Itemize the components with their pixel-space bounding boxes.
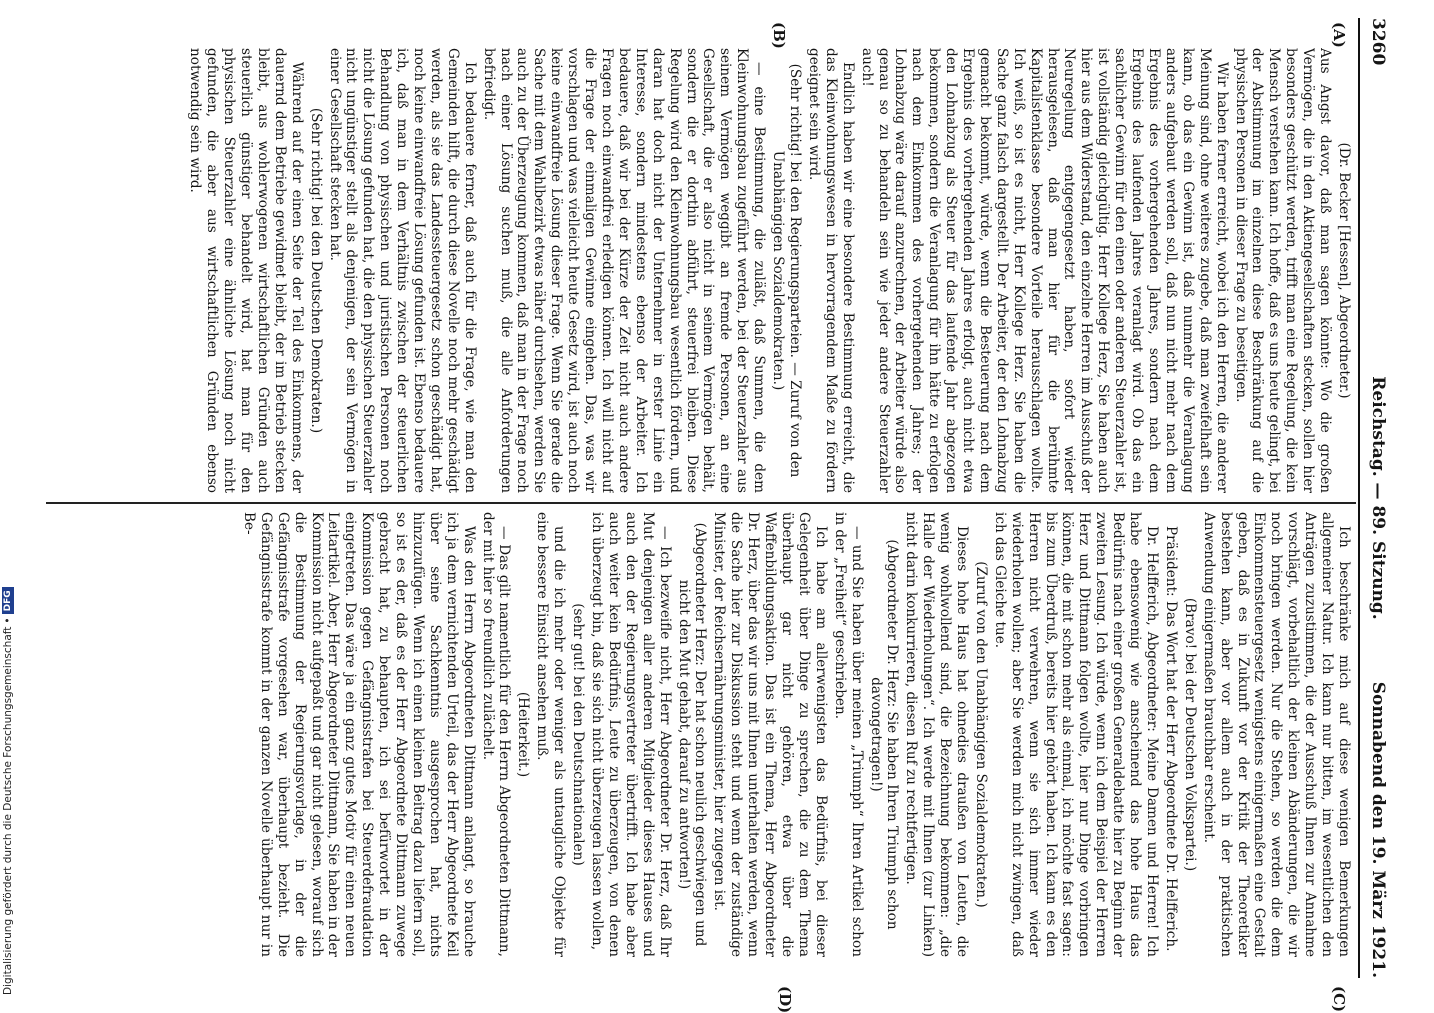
interjection-paragraph: (Abgeordneter Dr. Herz: Sie haben Ihren Triumph schon davongetragen!) <box>867 539 901 930</box>
dfg-logo-icon: DFG <box>2 587 14 614</box>
margin-letter-b: (B) <box>770 22 788 49</box>
text-paragraph: — Das gilt namentlich für den Herrn Abgeordneten Dittmann, der mit hier so freundlich zulächelt. <box>479 512 513 957</box>
margin-letter-a: (A) <box>1330 22 1348 48</box>
interjection-paragraph: (Dr. Becker [Hessen], Abgeordneter.) <box>1336 142 1352 399</box>
text-paragraph: und die ich mehr oder weniger als untaugliche Objekte für eine bessere Einsicht ansehen muß. <box>534 512 568 957</box>
text-paragraph: Aus Angst davor, daß man sagen könnte: Wo die großen Vermögen, die in den Aktiengesellschaften stecken, sollen hier besonders geschützt werden, trifft man eine Regelung, die kein Mensch verstehen kann. Ich hoffe, daß es uns heute gelingt, bei der Abstimmung im einzelnen diese Beschränkung auf die physischen Personen in dieser Frage zu beseitigen. <box>1232 48 1334 493</box>
page-number: 3260 <box>1368 18 1388 66</box>
text-paragraph: Ich bedauere ferner, daß auch für die Frage, wie man den Gemeinden hilft, die durch diese Novelle noch mehr geschädigt werden, als sie das Landessteuergesetz schon geschädigt hat, noch keine einwandfreie Lösung gefunden ist. Ebenso bedauere ich, daß man in dem Verhältnis zwischen der steuerlichen Behandlung von physischen und juristischen Personen noch nicht die Lösung gefunden hat, die den physischen Steuerzahler nicht ungünstiger stellt als denjenigen, der sein Vermögen in einer Gesellschaft stecken hat. <box>326 48 478 493</box>
page-title: Reichstag. — 89. Sitzung. <box>1368 376 1388 620</box>
margin-letter-c: (C) <box>1330 986 1348 1013</box>
text-paragraph: Dr. Helfferich, Abgeordneter: Meine Damen und Herren! Ich habe ebensowenig wie anscheinend das hohe Haus das Bedürfnis nach einer großen Generaldebatte hier zu Beginn der zweiten Lesung. Ich würde, wenn ich dem Beispiel der Herren Herz und Dittmann folgen wollte, hier nur Dinge vorbringen können, die mit schon mehr als einmal, ich möchte fast sagen: bis zum Überdruß, bereits hier gehört haben. Ich kann es den Herren nicht verwehren, wenn sie sich immer wieder wiederholen wollen; aber Sie werden mich nicht zwingen, daß ich das Gleiche tue. <box>991 512 1161 957</box>
interjection-paragraph: (Zuruf von den Unabhängigen Sozialdemokraten.) <box>972 561 989 908</box>
text-paragraph: Ich beschränke mich auf diese wenigen Bemerkungen allgemeiner Natur. Ich kann nur bitten, im wesentlichen den Anträgen zuzustimmen, die der Ausschuß Ihnen zur Annahme vorschlägt, vorbehaltlich der kleinen Abänderungen, die wir noch bringen werden. Nur die Stehen, so werden die dem Einkommensteuergesetz wenigstens einigermaßen eine Gestalt geben, daß es in Zukunft vor der Kritik der Theoretiker bestehen kann, aber vor allem auch in der praktischen Anwendung einigermaßen brauchbar erscheint. <box>1200 512 1352 957</box>
interjection-paragraph: (Sehr richtig! bei den Regierungsparteien. — Zuruf von den Unabhängigen Sozialdemokraten.) <box>770 63 803 478</box>
text-paragraph: Wir haben ferner erreicht, wobei ich den Herren, die anderer Meinung sind, ohne weiteres zugebe, daß man zweifelhaft sein kann, ob das ein Gewinn ist, daß nunmehr die Veranlagung anders aufgebaut werden soll, daß nun nicht mehr nach dem Ergebnis des vorhergehenden Jahres, sondern nach dem Ergebnis des laufenden Jahres veranlagt wird. Ob das ein sachlicher Gewinn für den einen oder anderen Steuerzahler ist, ist vollständig gleichgültig. Herr Kollege Herz, Sie haben auch hier aus dem Widerstand, den einzelne Herren im Ausschuß der Neuregelung entgegengesetzt haben, sofort wieder herausgelesen, daß man hier für die berühmte Kapitalistenklasse besondere Vorteile herausschlagen wollte. Ich weiß, so ist es nicht, Herr Kollege Herz. Sie haben die Sache ganz falsch dargestellt. Der Arbeiter, der den Lohnabzug gemacht bekommt, würde, wenn die Besteuerung nach dem Ergebnis des vorhergehenden Jahres erfolgt, auch nicht etwa den Lohnabzug als Steuer für das laufende Jahr abgezogen bekommen, sondern die Veranlagung für ihn hätte zu erfolgen nach dem Einkommen des vorhergehenden Jahres; der Lohnabzug wäre darauf anzurechnen, der Arbeiter würde also genau so zu behandeln sein wie jeder andere Steuerzahler auch! <box>858 48 1230 493</box>
text-paragraph: — und Sie haben über meinen „Triumph“ Ihren Artikel schon in der „Freiheit“ geschrieben. <box>831 512 865 957</box>
interjection-paragraph: (Abgeordneter Herz: Der hat schon neulich geschwiegen und nicht den Mut gehabt, darauf zu antworten!) <box>675 522 709 947</box>
margin-letter-d: (D) <box>776 986 794 1013</box>
interjection-paragraph: (Bravo! bei der Deutschen Volkspartei.) <box>1181 597 1198 872</box>
interjection-paragraph: (sehr gut! bei den Deutschnationalen) <box>570 603 587 866</box>
rotated-document-page <box>20 0 1400 1013</box>
text-paragraph: Ich habe am allerwenigsten das Bedürfnis, bei dieser Gelegenheit über Dinge zu sprechen, die zu dem Thema überhaupt gar nicht gehören, etwa über die Waffenbildungsaktion. Das ist ein Thema, Herr Abgeordneter Dr. Herz, über das wir uns mit Ihnen unterhalten werden, wenn die Sache hier zur Diskussion steht und wenn der zuständige Minister, der Reichsernährungsminister, hier zugegen ist. <box>711 512 829 957</box>
digitization-credit: Digitalisierung gefördert durch die Deutsche Forschungsgemeinschaft • DFG <box>2 587 14 995</box>
credit-text: Digitalisierung gefördert durch die Deutsche Forschungsgemeinschaft <box>2 626 14 995</box>
text-paragraph: Dieses hohe Haus hat ohnedies draußen von Leuten, die wenig wohlwollend sind, die Bezeichnung bekommen: „die Halle der Wiederholungen“. Ich werde mit Ihnen (zur Linken) nicht darin konkurrieren, diesen Ruf zu rechtfertigen. <box>903 512 971 957</box>
text-paragraph: — eine Bestimmung, die zuläßt, daß Summen, die dem Kleinwohnungsbau zugeführt werden, bei der Steuerzahler aus seinem Vermögen weggibt an fremde Personen, an eine Gesellschaft, die er also nicht in seinem Vermögen behält, sondern die er dorthin abführt, steuerfrei bleiben. Diese Regelung wird den Kleinwohnungsbau wesentlich fördern, und daran hat doch nicht der Unternehmer in erster Linie ein Interesse, sondern mindestens ebenso der Arbeiter. Ich bedauere, daß wir bei der Kürze der Zeit nicht auch andere Fragen noch einwandfrei erledigen können. Ich will nicht auf die Frage der einmaligen Gewinne eingehen. Das, was wir vorschlagen und was vielleicht heute Gesetz wird, ist auch noch keine einwandfreie Lösung dieser Frage. Wenn Sie gerade die Sache mit dem Wahlbezirk etwas näher durchsehen, werden Sie auch zu der Überzeugung kommen, daß man in der Frage noch nach einer Lösung suchen muß, die alle Anforderungen befriedigt. <box>480 48 768 493</box>
text-paragraph: Präsident: Das Wort hat der Herr Abgeordnete Dr. Helfferich. <box>1162 526 1179 952</box>
left-text-column <box>52 48 1352 493</box>
column-divider <box>46 502 1356 504</box>
session-date: Sonnabend den 19. März 1921. <box>1368 681 1388 978</box>
interjection-paragraph: (Sehr richtig! bei den Deutschen Demokraten.) <box>307 107 324 434</box>
page-header <box>1358 18 1394 978</box>
right-text-column <box>52 512 1352 957</box>
text-paragraph: — Ich bezweifle nicht, Herr Abgeordneter Dr. Herz, daß Ihr Mut denjenigen aller anderen Mitglieder dieses Hauses und auch den der Regierungsvertreter übertrifft. Ich habe aber auch weiter kein Bedürfnis, Leute zu überzeugen, von denen ich überzeugt bin, daß sie sich nicht überzeugen lassen wollen, <box>589 512 673 957</box>
text-paragraph: Während auf der einen Seite der Teil des Einkommens, der dauernd dem Betriebe gewidmet bleibt, der im Betrieb stecken bleibt, aus wohlerwogenen wirtschaftlichen Gründen auch steuerlich günstiger behandelt wird, hat man für den physischen Steuerzahler eine ähnliche Lösung noch nicht gefunden, die aber aus wirtschaftlichen Gründen ebenso notwendig sein wird. <box>187 48 305 493</box>
text-paragraph: Was den Herrn Abgeordneten Dittmann anlangt, so brauche ich ja dem vernichtenden Urteil, das der Herr Abgeordnete Keil über seine Sachkenntnis ausgesprochen hat, nichts hinzuzufügen. Wenn ich einen kleinen Beitrag dazu liefern soll, so ist es der, daß es der Herr Abgeordnete Dittmann zuwege gebracht hat, zu behaupten, ich sei befürwortet in der Kommission gegen Gefängnisstrafen bei Steuerdefraudation eingetreten. Das wäre ja ein ganz gutes Motiv für einen neuen Leitartikel. Aber, Herr Abgeordneter Dittmann, Sie haben in der Kommission nicht aufgepaßt und gar nicht gelesen, worauf sich die Bestimmung der Regierungsvorlage, in der die Gefängnisstrafe vorgesehen war, überhaupt bezieht. Die Gefängnisstrafe kommt in der ganzen Novelle überhaupt nur in Be- <box>240 512 477 957</box>
interjection-paragraph: (Heiterkeit.) <box>515 691 532 778</box>
text-paragraph: Endlich haben wir eine besondere Bestimmung erreicht, die das Kleinwohnungswesen in hervorragendem Maße zu fördern geeignet sein wird. <box>805 48 856 493</box>
